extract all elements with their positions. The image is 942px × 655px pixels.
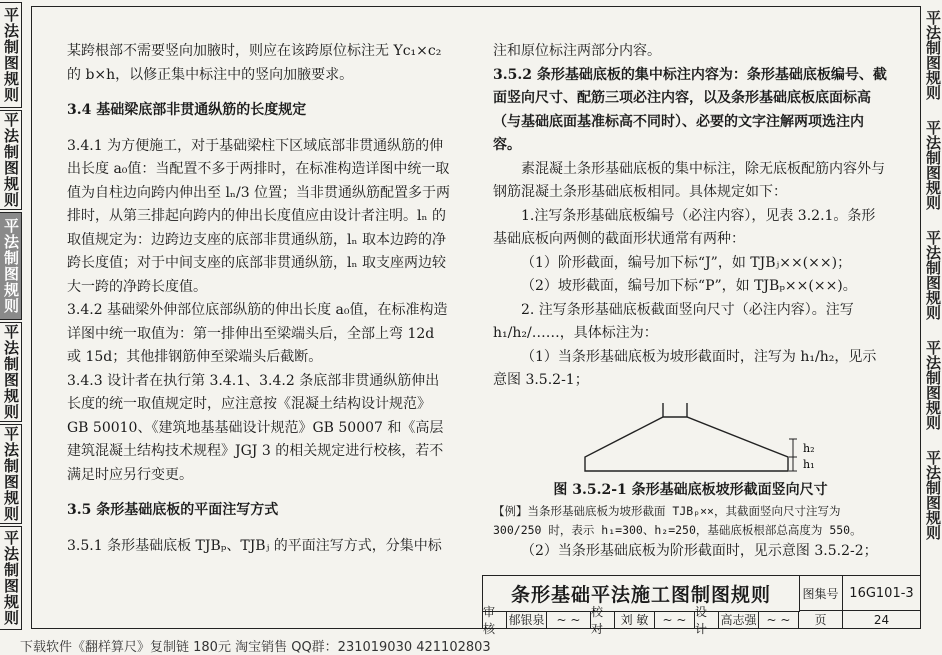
section-heading-3-4: 3.4 基础梁底部非贯通纵筋的长度规定: [67, 102, 307, 118]
item-1-sloped: （2）坡形截面，编号加下标“P”，如 TJBₚ××(××)。: [521, 278, 857, 294]
design-signature: ~ ~: [759, 611, 799, 628]
right-tab-2: 平法制图规则: [924, 120, 942, 210]
check-label: 校对: [591, 611, 615, 628]
atlas-number: 16G101-3: [843, 576, 920, 611]
paragraph-continuation: 某跨根部不需要竖向加腋时，则应在该跨原位标注无 Yc₁×c₂ 的 b×h，以修正集中标注中的竖向加腋要求。: [67, 43, 442, 83]
clause-3-5-1: 3.5.1 条形基础底板 TJBₚ、TJBⱼ 的平面注写方式，分集中标: [67, 537, 442, 554]
footing-outline: [585, 417, 788, 471]
right-tab-5: 平法制图规则: [924, 450, 942, 540]
right-text-column: [493, 40, 888, 564]
item-2-sloped: （1）当条形基础底板为坡形截面时，注写为 h₁/h₂，见示意图 3.5.2-1；: [493, 348, 877, 388]
right-tab-4: 平法制图规则: [924, 340, 942, 430]
page-number: 24: [873, 612, 890, 627]
left-text-column: [67, 40, 451, 558]
category-tab-6[interactable]: 平法制图规则: [0, 526, 22, 630]
drawing-title: 条形基础平法施工图制图规则: [483, 576, 800, 612]
right-category-strip: [921, 0, 942, 630]
h2-label: h₂: [803, 441, 815, 455]
clause-3-5-2: 3.5.2 条形基础底板的集中标注内容为：条形基础底板编号、截面竖向尺寸、配筋三项必注内容，以及条形基础底板底面标高（与基础底面基准标高不同时）、必要的文字注解两项选注内容。: [493, 66, 887, 153]
title-block: [482, 575, 921, 636]
item-1: 1.注写条形基础底板编号（必注内容），见表 3.2.1。条形基础底板向两侧的截面形状通常有两种：: [493, 207, 876, 247]
clause-3-4-2: 3.4.2 基础梁外伸部位底部纵筋的伸出长度 a₀值，在标准构造详图中统一取值为：第一排伸出至梁端头后，全部上弯 12d 或 15d；其他排钢筋伸至梁端头后截断。: [67, 302, 448, 365]
right-tab-3: 平法制图规则: [924, 230, 942, 320]
paragraph-continuation-right: 注和原位标注两部分内容。: [493, 43, 661, 59]
item-2-stepped: （2）当条形基础底板为阶形截面时，见示意图 3.5.2-2；: [521, 543, 878, 559]
category-tab-5[interactable]: 平法制图规则: [2, 426, 20, 522]
sloped-section-diagram: [493, 399, 888, 479]
left-category-strip: [0, 0, 24, 630]
category-tab-4[interactable]: 平法制图规则: [2, 324, 20, 420]
category-tab-3-active[interactable]: 平法制图规则: [0, 212, 22, 320]
category-tab-1[interactable]: 平法制图规则: [0, 2, 22, 108]
plain-concrete-note: 素混凝土条形基础底板的集中标注，除无底板配筋内容外与钢筋混凝土条形基础底板相同。具体规定如下：: [493, 160, 885, 200]
page-label: 页: [799, 611, 843, 628]
clause-3-4-1: 3.4.1 为方便施工，对于基础梁柱下区域底部非贯通纵筋的伸出长度 a₀值：当配置不多于两排时，在标准构造详图中统一取值为自柱边向跨内伸出至 lₙ/3 位置；当非贯通纵筋配置多于两排时，从第三排起向跨内的伸出长度值应由设计者注明。lₙ 的取值规定为：边跨边支座的底部非贯通纵筋，lₙ 取本边跨的净跨长度值；对于中间支座的底部非贯通纵筋，lₙ 取支座两边较大一跨的净跨长度值。: [67, 137, 451, 295]
review-label: 审核: [483, 611, 507, 628]
figure-caption: 图 3.5.2-1 条形基础底板坡形截面竖向尺寸: [553, 481, 828, 498]
item-1-stepped: （1）阶形截面，编号加下标“J”，如 TJBⱼ××(××)；: [521, 254, 852, 271]
check-name: 刘 敏: [615, 611, 655, 628]
review-name: 郁银泉: [507, 611, 547, 628]
clause-3-4-3: 3.4.3 设计者在执行第 3.4.1、3.4.2 条底部非贯通纵筋伸出长度的统一取值规定时，应注意按《混凝土结构设计规范》GB 50010、《建筑地基基础设计规范》GB 50007 和《高层建筑混凝土结构技术规程》JGJ 3 的相关规定进行校核，若不满足时应另行变更。: [67, 372, 444, 483]
right-tab-1: 平法制图规则: [924, 10, 942, 100]
h1-label: h₁: [803, 457, 815, 471]
item-2: 2. 注写条形基础底板截面竖向尺寸（必注内容）。注写 h₁/h₂/……，具体标注为：: [493, 301, 854, 341]
category-tab-2[interactable]: 平法制图规则: [2, 112, 20, 208]
design-name: 高志强: [719, 611, 759, 628]
design-label: 设计: [695, 611, 719, 628]
atlas-label: 图集号: [799, 576, 843, 611]
example-note: 【例】当条形基础底板为坡形截面 TJBₚ××，其截面竖向尺寸注写为 300/250 时，表示 h₁=300、h₂=250，基础底板根部总高度为 550。: [493, 504, 862, 537]
check-signature: ~ ~: [655, 611, 695, 628]
footer-watermark: 下载软件《翻样算尺》复制链 180元 淘宝销售 QQ群：231019030 421102803: [20, 640, 491, 655]
review-signature: ~ ~: [547, 611, 591, 628]
sloped-section-figure: [493, 399, 888, 479]
section-heading-3-5: 3.5 条形基础底板的平面注写方式: [67, 502, 279, 518]
